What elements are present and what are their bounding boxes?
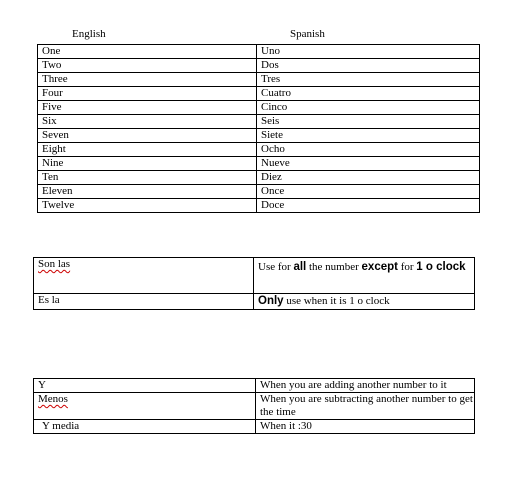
table-row: [38, 157, 480, 171]
english-cell: Eight: [38, 143, 257, 157]
table-row: [38, 101, 480, 115]
english-cell: Five: [38, 101, 257, 115]
spanish-cell: Diez: [257, 171, 480, 185]
table-row: [38, 185, 480, 199]
english-cell: Ten: [38, 171, 257, 185]
english-cell: Nine: [38, 157, 257, 171]
spanish-cell: Once: [257, 185, 480, 199]
table-row: [38, 59, 480, 73]
spanish-cell: Uno: [257, 45, 480, 59]
english-cell: Six: [38, 115, 257, 129]
description-cell: When it :30: [256, 420, 475, 434]
header-english: English: [72, 28, 106, 40]
term-cell: Menos: [34, 393, 256, 420]
spanish-cell: Seis: [257, 115, 480, 129]
header-spanish: Spanish: [290, 28, 325, 40]
spanish-cell: Cuatro: [257, 87, 480, 101]
table-row: [34, 420, 475, 434]
english-cell: One: [38, 45, 257, 59]
table-row: [34, 258, 475, 294]
table-row: [38, 115, 480, 129]
term-cell: Y: [34, 379, 256, 393]
table-row: [34, 294, 475, 310]
term-es-la: Es la: [38, 294, 60, 306]
english-cell: Eleven: [38, 185, 257, 199]
description-cell: When you are adding another number to it: [256, 379, 475, 393]
description-cell: When you are subtracting another number to get the time: [256, 393, 475, 420]
english-cell: Two: [38, 59, 257, 73]
description-cell: Use for all the number except for 1 o clock: [254, 258, 475, 294]
table-row: [38, 129, 480, 143]
term-cell: [34, 294, 254, 310]
add-subtract-table: [33, 378, 475, 434]
spanish-cell: Cinco: [257, 101, 480, 115]
time-usage-table: [33, 257, 475, 310]
english-cell: Seven: [38, 129, 257, 143]
spanish-cell: Siete: [257, 129, 480, 143]
spanish-cell: Dos: [257, 59, 480, 73]
description-cell: Only use when it is 1 o clock: [254, 294, 475, 310]
table-row: [38, 199, 480, 213]
english-cell: Three: [38, 73, 257, 87]
term-cell: [34, 258, 254, 294]
table-row: [34, 393, 475, 420]
table-row: [38, 171, 480, 185]
spanish-cell: Doce: [257, 199, 480, 213]
spanish-cell: Tres: [257, 73, 480, 87]
table-row: [38, 143, 480, 157]
spanish-cell: Nueve: [257, 157, 480, 171]
spanish-cell: Ocho: [257, 143, 480, 157]
numbers-table: [37, 44, 480, 213]
term-cell: Y media: [34, 420, 256, 434]
english-cell: Four: [38, 87, 257, 101]
table-row: [38, 45, 480, 59]
table-row: [38, 87, 480, 101]
table-row: [38, 73, 480, 87]
term-son-las: Son las: [38, 258, 71, 270]
table-row: [34, 379, 475, 393]
english-cell: Twelve: [38, 199, 257, 213]
